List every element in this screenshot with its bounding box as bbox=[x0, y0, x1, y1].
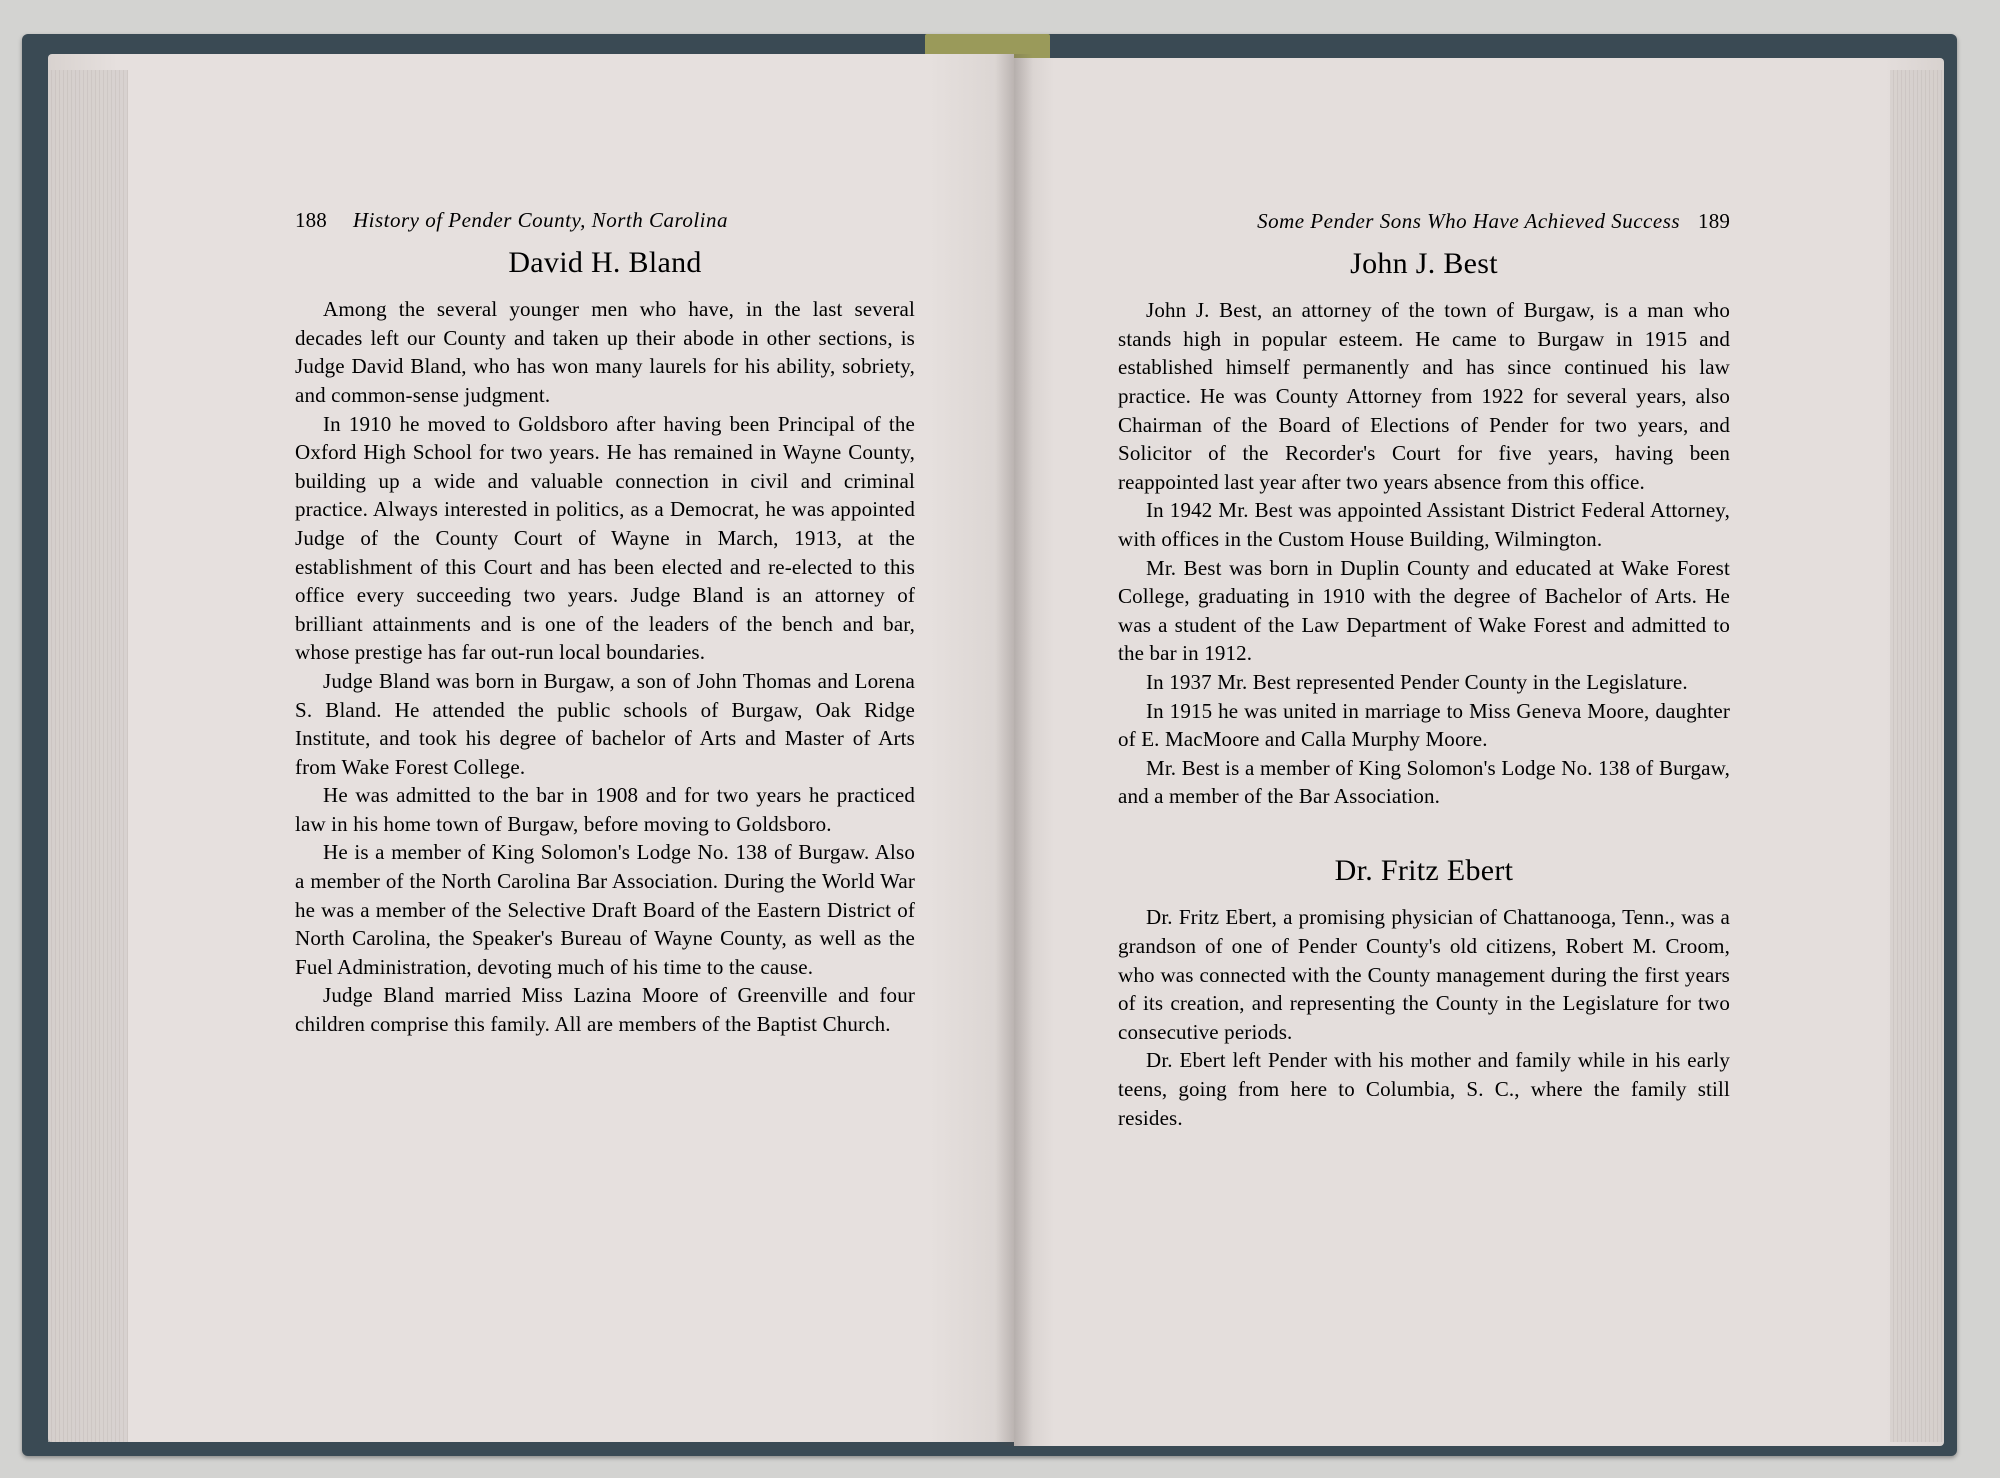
paragraph: Judge Bland married Miss Lazina Moore of Greenville and four children comprise this family. All are members of the Baptist Church. bbox=[295, 983, 915, 1037]
section-heading: John J. Best bbox=[1350, 246, 1498, 280]
right-running-head bbox=[1118, 207, 1730, 236]
running-head-title: Some Pender Sons Who Have Achieved Success bbox=[1257, 209, 1681, 233]
page-number: 188 bbox=[295, 208, 327, 232]
paragraph: In 1915 he was united in marriage to Miss Geneva Moore, daughter of E. MacMoore and Calla Murphy Moore. bbox=[1118, 698, 1730, 752]
paragraph: Dr. Fritz Ebert, a promising physician of Chattanooga, Tenn., was a grandson of one of Pender County's old citizens, Robert M. Croom, who was connected with the County management during the first years of its creation, and representing the County in the Legislature for two consecutive periods. bbox=[1118, 905, 1730, 1044]
running-head-title: History of Pender County, North Carolina bbox=[352, 208, 729, 232]
paragraph: He was admitted to the bar in 1908 and for two years he practiced law in his home town of Burgaw, before moving to Goldsboro. bbox=[295, 783, 915, 836]
right-page-edges bbox=[1890, 70, 1944, 1442]
paragraph: He is a member of King Solomon's Lodge No. 138 of Burgaw. Also a member of the North Carolina Bar Association. During the World War he was a member of the Selective Draft Board of the Eastern District of North Carolina, the Speaker's Bureau of Wayne County, as well as the Fuel Administration, devoting much of his time to the cause. bbox=[295, 840, 915, 979]
left-page-text bbox=[295, 206, 915, 1039]
page-number: 189 bbox=[1698, 209, 1730, 233]
section-heading: Dr. Fritz Ebert bbox=[1334, 853, 1514, 887]
left-running-head bbox=[295, 206, 915, 235]
book-gutter bbox=[995, 54, 1033, 1446]
paragraph: In 1937 Mr. Best represented Pender County in the Legislature. bbox=[1146, 669, 1688, 694]
paragraph: Dr. Ebert left Pender with his mother and family while in his early teens, going from here to Columbia, S. C., where the family still resides. bbox=[1118, 1048, 1730, 1130]
left-page-edges bbox=[48, 70, 128, 1442]
paragraph: Mr. Best is a member of King Solomon's Lodge No. 138 of Burgaw, and a member of the Bar Association. bbox=[1118, 755, 1730, 809]
paragraph: In 1910 he moved to Goldsboro after having been Principal of the Oxford High School for two years. He has remained in Wayne County, building up a wide and valuable connection in civil and criminal practice. Always interested in politics, as a Democrat, he was appointed Judge of the County Court of Wayne in March, 1913, at the establishment of this Court and has been elected and re-elected to this office every succeeding two years. Judge Bland is an attorney of brilliant attainments and is one of the leaders of the bench and bar, whose prestige has far out-run local boundaries. bbox=[295, 411, 915, 665]
paragraph: Among the several younger men who have, in the last several decades left our County and taken up their abode in other sections, is Judge David Bland, who has won many laurels for his ability, sobriety, and common-sense judgment. bbox=[295, 297, 915, 407]
paragraph: Judge Bland was born in Burgaw, a son of John Thomas and Lorena S. Bland. He attended the public schools of Burgaw, Oak Ridge Institute, and took his degree of bachelor of Arts and Master of Arts from Wake Forest College. bbox=[295, 668, 915, 779]
paragraph: John J. Best, an attorney of the town of Burgaw, is a man who stands high in popular esteem. He came to Burgaw in 1915 and established himself permanently and has since continued his law practice. He was County Attorney from 1922 for several years, also Chairman of the Board of Elections of Pender for two years, and Solicitor of the Recorder's Court for five years, having been reappointed last year after two years absence from this office. bbox=[1118, 298, 1730, 494]
paragraph: In 1942 Mr. Best was appointed Assistant District Federal Attorney, with offices in the Custom House Building, Wilmington. bbox=[1118, 498, 1730, 551]
paragraph: Mr. Best was born in Duplin County and educated at Wake Forest College, graduating in 1910 with the degree of Bachelor of Arts. He was a student of the Law Department of Wake Forest and admitted to the bar in 1912. bbox=[1118, 555, 1730, 666]
section-heading: David H. Bland bbox=[508, 245, 702, 279]
right-page-text bbox=[1118, 207, 1730, 1132]
